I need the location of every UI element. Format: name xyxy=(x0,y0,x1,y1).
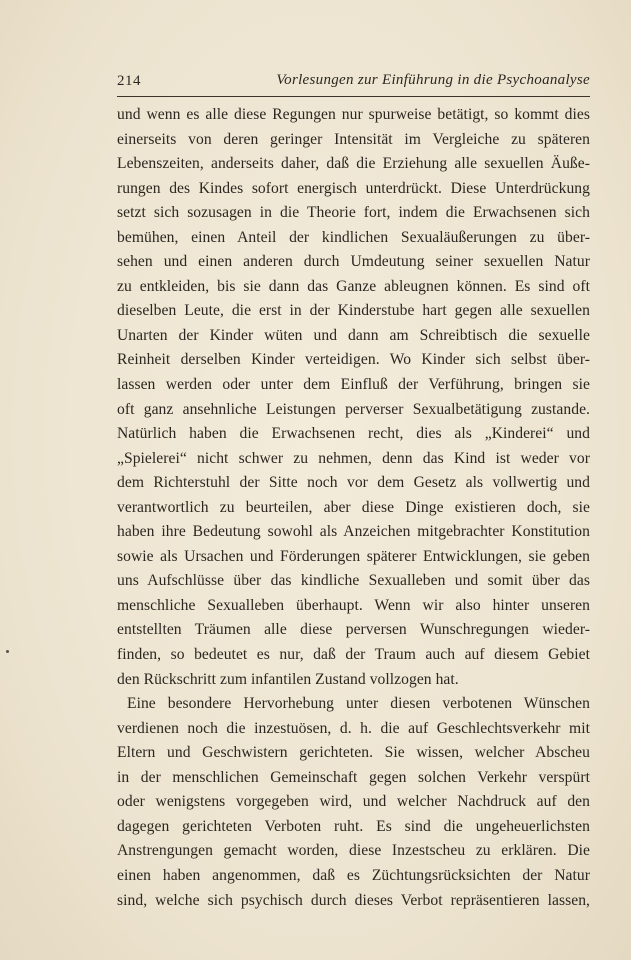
text-line: und wenn es alle diese Regungen nur spurweise betätigt, so kommt dies xyxy=(117,106,590,123)
text-line: sind, welche sich psychisch durch dieses Verbot repräsentieren lassen, xyxy=(117,891,590,909)
paragraph-start-line: Eine besondere Hervorhebung unter diesen verbotenen Wünschen xyxy=(127,695,590,713)
text-line: menschliche Sexualleben überhaupt. Wenn wir also hinter unseren xyxy=(117,596,590,614)
body-text xyxy=(117,103,590,913)
text-line: Anstrengungen gemacht worden, diese Inzestscheu zu erklären. Die xyxy=(117,842,590,860)
paragraph-end-line: den Rückschritt zum infantilen Zustand vollzogen hat. xyxy=(117,670,459,688)
text-line: Reinheit derselben Kinder verteidigen. Wo Kinder sich selbst über- xyxy=(117,351,590,369)
text-line: bemühen, einen Anteil der kindlichen Sexualäußerungen zu über- xyxy=(117,228,590,246)
text-line: zu entkleiden, bis sie dann das Ganze ableugnen können. Es sind oft xyxy=(117,277,590,295)
text-line: Eltern und Geschwistern gerichteten. Sie wissen, welcher Abscheu xyxy=(117,744,590,762)
text-line: einerseits von deren geringer Intensität im Vergleiche zu späteren xyxy=(117,130,590,148)
text-line: sehen und einen anderen durch Umdeutung seiner sexuellen Natur xyxy=(117,253,590,271)
header-rule xyxy=(117,96,590,97)
margin-speck xyxy=(6,650,9,653)
page-number: 214 xyxy=(117,73,141,89)
text-line: haben ihre Bedeutung sowohl als Anzeichen mitgebrachter Konstitution xyxy=(117,523,590,541)
text-line: oft ganz ansehnliche Leistungen perverser Sexualbetätigung zustande. xyxy=(117,400,590,418)
text-line: dieselben Leute, die erst in der Kinderstube hart gegen alle sexuellen xyxy=(117,302,590,320)
text-line: dem Richterstuhl der Sitte noch vor dem Gesetz als vollwertig und xyxy=(117,474,590,492)
text-line: sowie als Ursachen und Förderungen späterer Entwicklungen, sie geben xyxy=(117,547,590,565)
text-line: in der menschlichen Gemeinschaft gegen solchen Verkehr verspürt xyxy=(117,768,590,786)
text-line: rungen des Kindes sofort energisch unterdrückt. Diese Unterdrückung xyxy=(117,179,590,197)
text-line: Unarten der Kinder wüten und dann am Schreibtisch die sexuelle xyxy=(117,326,590,344)
text-line: „Spielerei“ nicht schwer zu nehmen, denn das Kind ist weder vor xyxy=(117,449,590,467)
text-line: lassen werden oder unter dem Einfluß der Verführung, bringen sie xyxy=(117,376,590,394)
running-head: Vorlesungen zur Einführung in die Psychoanalyse xyxy=(276,72,590,88)
text-line: entstellten Träumen alle diese perversen Wunschregungen wieder- xyxy=(117,621,590,639)
text-line: Lebenszeiten, anderseits daher, daß die Erziehung alle sexuellen Äuße- xyxy=(117,155,590,173)
text-line: Natürlich haben die Erwachsenen recht, dies als „Kinderei“ und xyxy=(117,425,590,443)
text-line: oder wenigstens vorgegeben wird, und welcher Nachdruck auf den xyxy=(117,793,590,811)
text-line: dagegen gerichteten Verboten ruht. Es sind die ungeheuerlichsten xyxy=(117,817,590,835)
text-line: setzt sich sozusagen in die Theorie fort, indem die Erwachsenen sich xyxy=(117,204,590,222)
text-line: verdienen noch die inzestuösen, d. h. die auf Geschlechtsverkehr mit xyxy=(117,719,590,737)
page-header xyxy=(117,72,590,94)
text-line: verantwortlich zu beurteilen, aber diese Dinge existieren doch, sie xyxy=(117,498,590,516)
text-line: einen haben angenommen, daß es Züchtungsrücksichten der Natur xyxy=(117,866,590,884)
text-line: finden, so bedeutet es nur, daß der Traum auch auf diesem Gebiet xyxy=(117,646,590,664)
text-line: uns Aufschlüsse über das kindliche Sexualleben und somit über das xyxy=(117,572,590,590)
